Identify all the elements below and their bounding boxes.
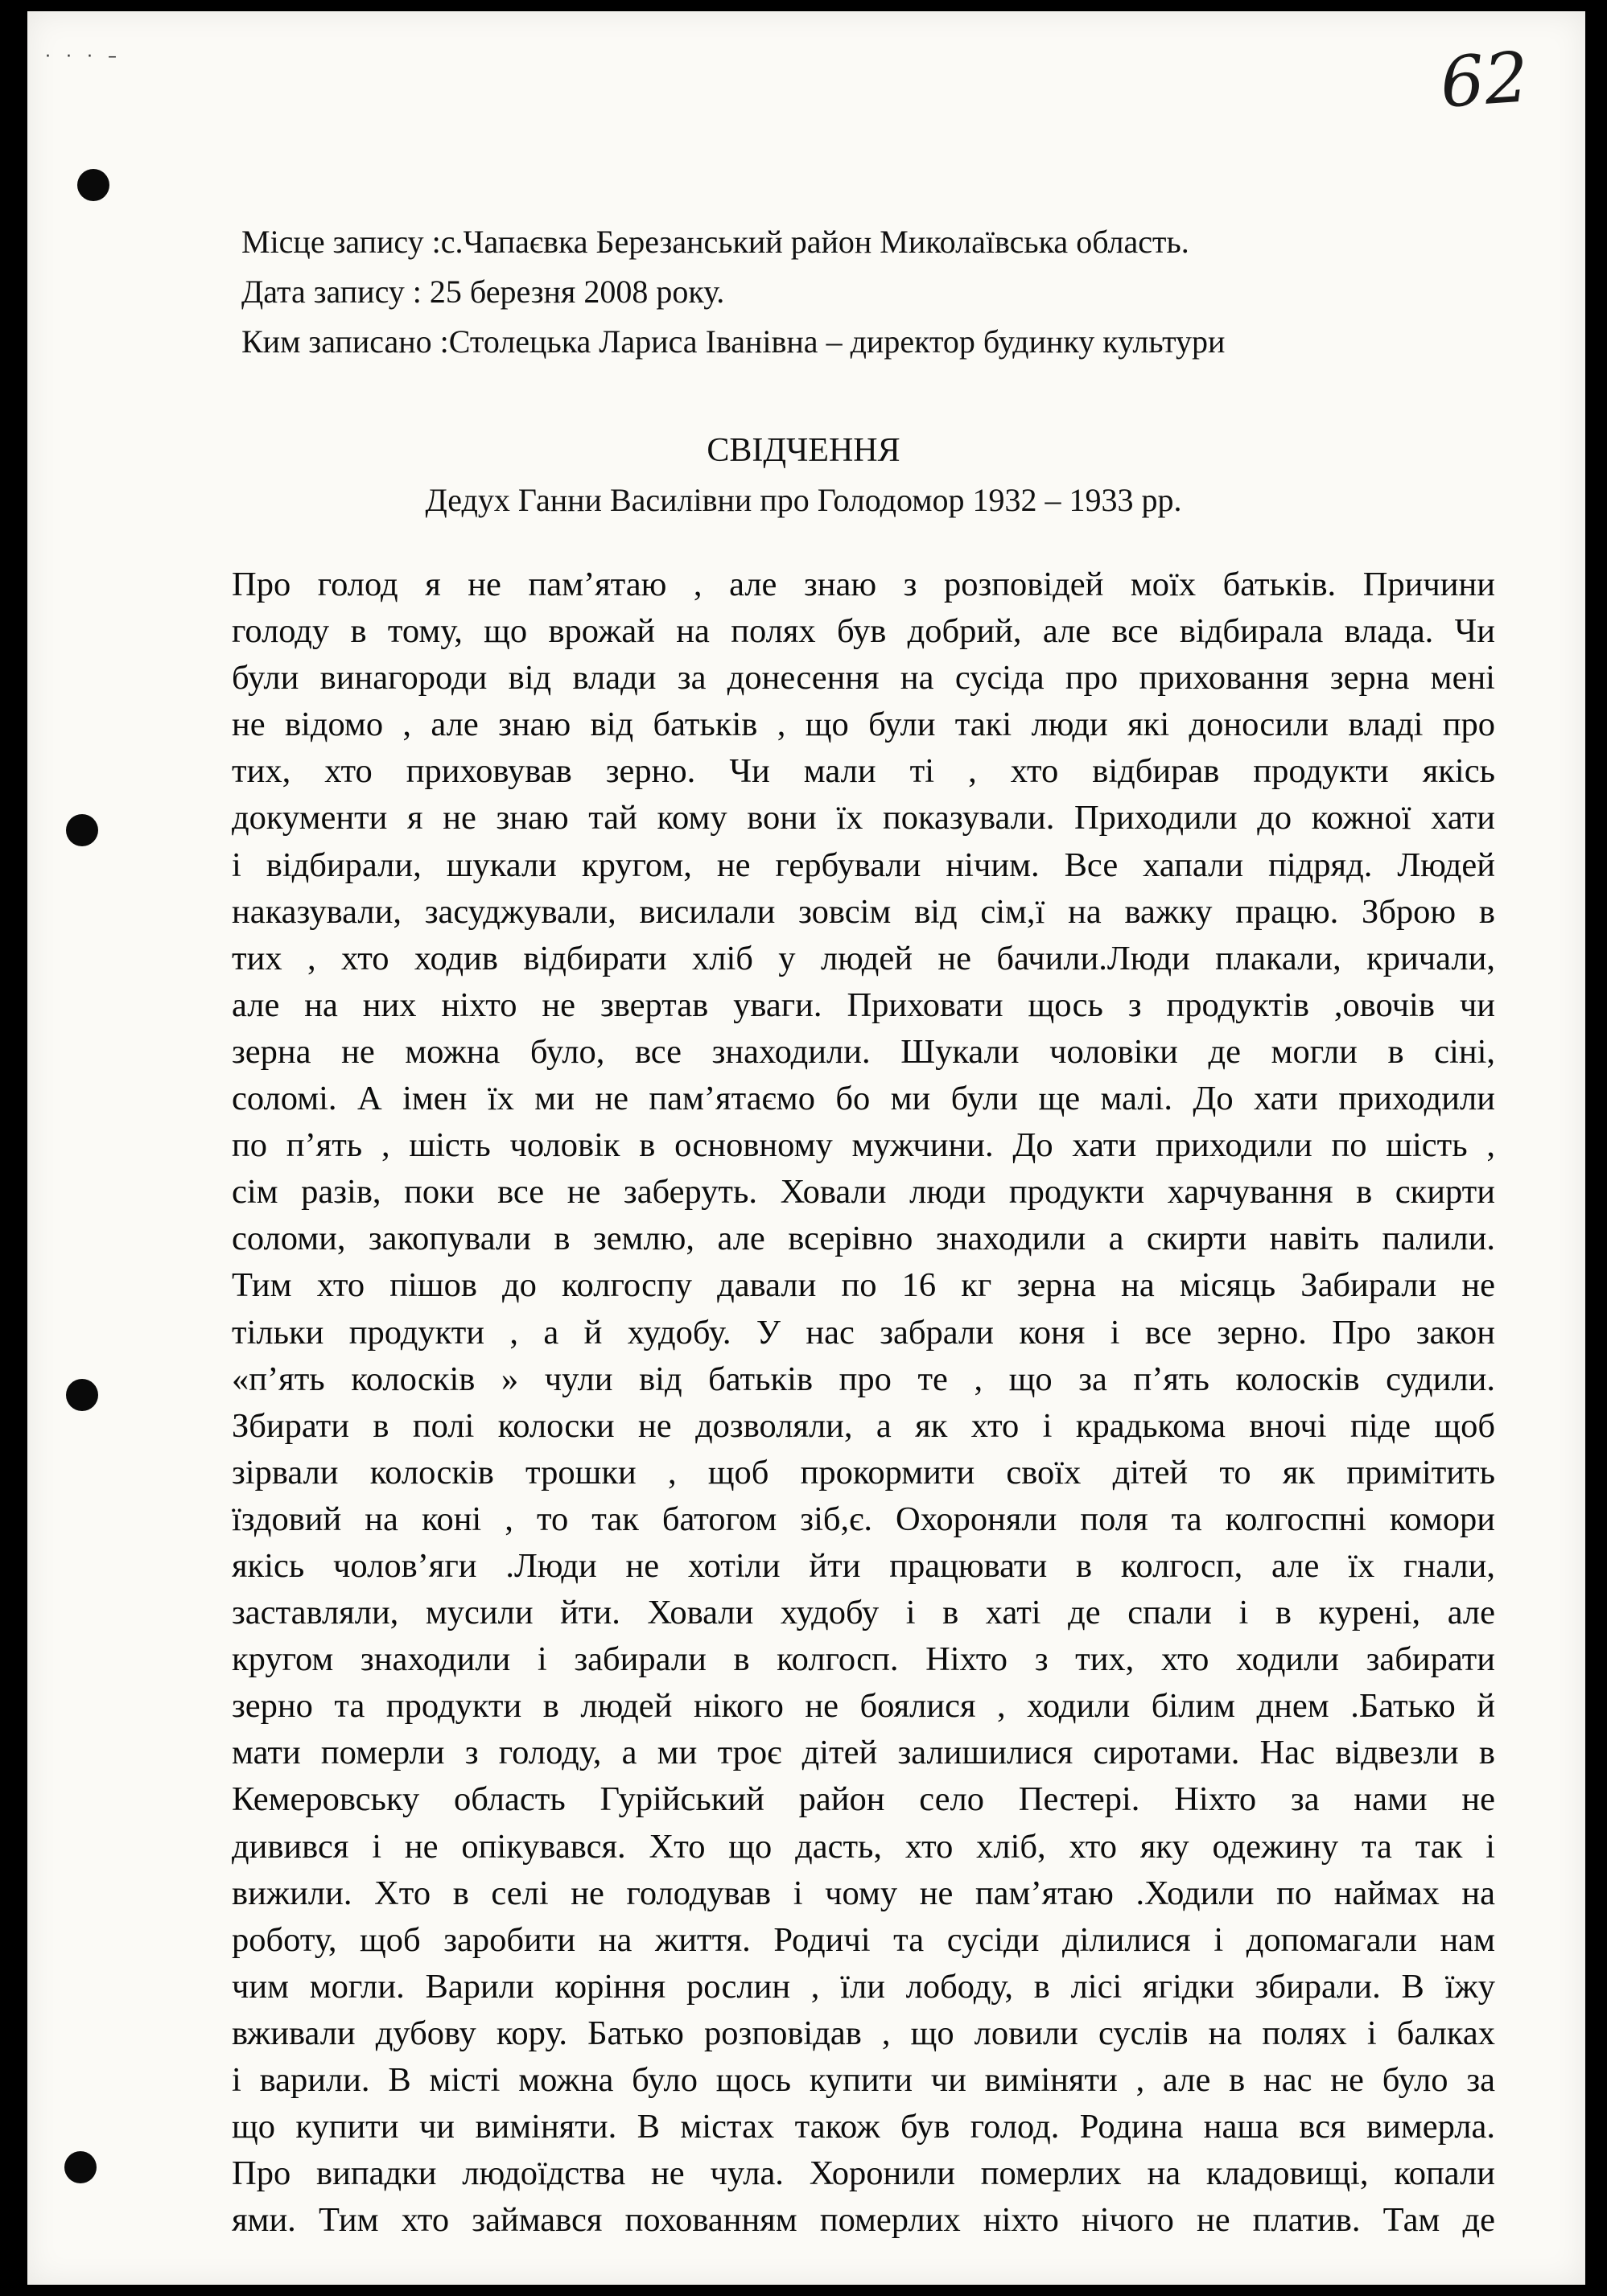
text-line: вживали дубову кору. Батько розповідав , що ловили суслів на полях і балках [232,2014,1495,2052]
text-line: Тим хто пішов до колгоспу давали по 16 кг зерна на місяць Забирали не [232,1266,1495,1305]
text-line: «п’ять колосків » чули від батьків про те , що за п’ять колосків судили. [232,1360,1495,1398]
text-line: тільки продукти , а й худобу. У нас забрали коня і все зерно. Про закон [232,1313,1495,1352]
text-line: якісь чолов’яги .Люди не хотіли йти працювати в колгосп, але їх гнали, [232,1546,1495,1585]
text-line: і варили. В місті можна було щось купити чи виміняти , але в нас не було за [232,2061,1495,2099]
text-line: але на них ніхто не звертав уваги. Приховати щось з продуктів ,овочів чи [232,985,1495,1024]
text-line: по п’ять , шість чоловік в основному мужчини. До хати приходили по шість , [232,1126,1495,1165]
text-line: заставляли, мусили йти. Ховали худобу і в хаті де спали і в курені, але [232,1594,1495,1632]
document-title: СВІДЧЕННЯ [707,432,900,469]
text-line: дивився і не опікувався. Хто що дасть, хто хліб, хто яку одежину та так і [232,1827,1495,1866]
text-line: мати померли з голоду, а ми троє дітей залишилися сиротами. Нас відвезли в [232,1734,1495,1772]
record-place: Місце запису :с.Чапаєвка Березанський район Миколаївська область. [241,224,1189,260]
punch-hole [64,2151,97,2183]
text-line: сім разів, поки все не заберуть. Ховали люди продукти харчування в скирти [232,1173,1495,1212]
text-line: і відбирали, шукали кругом, не гербували нічим. Все хапали підряд. Людей [232,846,1495,884]
text-line: кругом знаходили і забирали в колгосп. Ніхто з тих, хто ходили забирати [232,1640,1495,1679]
text-line: зірвали колосків трошки , щоб прокормити своїх дітей то як примітить [232,1453,1495,1492]
testimony-text [232,562,1495,2244]
page-number: 62 [1437,37,1531,124]
text-line: роботу, щоб заробити на життя. Родичі та сусіди ділилися і допомагали нам [232,1920,1495,1959]
text-line: наказували, засуджували, висилали зовсім від сім,ї на важку працю. Зброю в [232,892,1495,931]
punch-hole [66,814,98,846]
text-line: зерна не можна було, все знаходили. Шукали чоловіки де могли в сіні, [232,1032,1495,1071]
text-line: їздовий на коні , то так батогом зіб,є. Охороняли поля та колгоспні комори [232,1500,1495,1538]
text-line: документи я не знаю тай кому вони їх показували. Приходили до кожної хати [232,799,1495,837]
text-line: соломи, закопували в землю, але всерівно знаходили а скирти навіть палили. [232,1220,1495,1258]
text-line: зерно та продукти в людей нікого не боялися , ходили білим днем .Батько й [232,1687,1495,1726]
text-line: вижили. Хто в селі не голодував і чому не пам’ятаю .Ходили по наймах на [232,1874,1495,1912]
text-line: були винагороди від влади за донесення на сусіда про приховання зерна мені [232,659,1495,697]
record-recorder: Ким записано :Столецька Лариса Іванівна – директор будинку культури [241,323,1226,360]
punch-hole [66,1379,98,1411]
text-line: Про випадки людоїдства не чула. Хоронили померлих на кладовищі, копали [232,2154,1495,2193]
text-line: ями. Тим хто займався похованням померлих ніхто нічого не платив. Там де [232,2201,1495,2240]
document-subtitle: Дедух Ганни Василівни про Голодомор 1932 – 1933 рр. [425,482,1182,518]
record-metadata [241,217,1225,367]
text-line: не відомо , але знаю від батьків , що були такі люди які доносили владі про [232,706,1495,744]
text-line: тих , хто ходив відбирати хліб у людей не бачили.Люди плакали, кричали, [232,939,1495,977]
text-line: що купити чи виміняти. В містах також був голод. Родина наша вся вимерла. [232,2108,1495,2146]
text-line: соломі. А імен їх ми не пам’ятаємо бо ми були ще малі. До хати приходили [232,1080,1495,1118]
record-date: Дата запису : 25 березня 2008 року. [241,274,725,310]
corner-marks: · · · – [45,47,122,67]
punch-hole [77,169,109,201]
text-line: чим могли. Варили коріння рослин , їли лободу, в лісі ягідки збирали. В їжу [232,1967,1495,2006]
text-line: Про голод я не пам’ятаю , але знаю з розповідей моїх батьків. Причини [232,566,1495,603]
text-line: голоду в тому, що врожай на полях був добрий, але все відбирала влада. Чи [232,612,1495,651]
text-line: Збирати в полі колоски не дозволяли, а як хто і крадькома вночі піде щоб [232,1406,1495,1445]
text-line: тих, хто приховував зерно. Чи мали ті , хто відбирав продукти якісь [232,752,1495,791]
text-line: Кемеровську область Гурійський район село Пестері. Ніхто за нами не [232,1780,1495,1819]
